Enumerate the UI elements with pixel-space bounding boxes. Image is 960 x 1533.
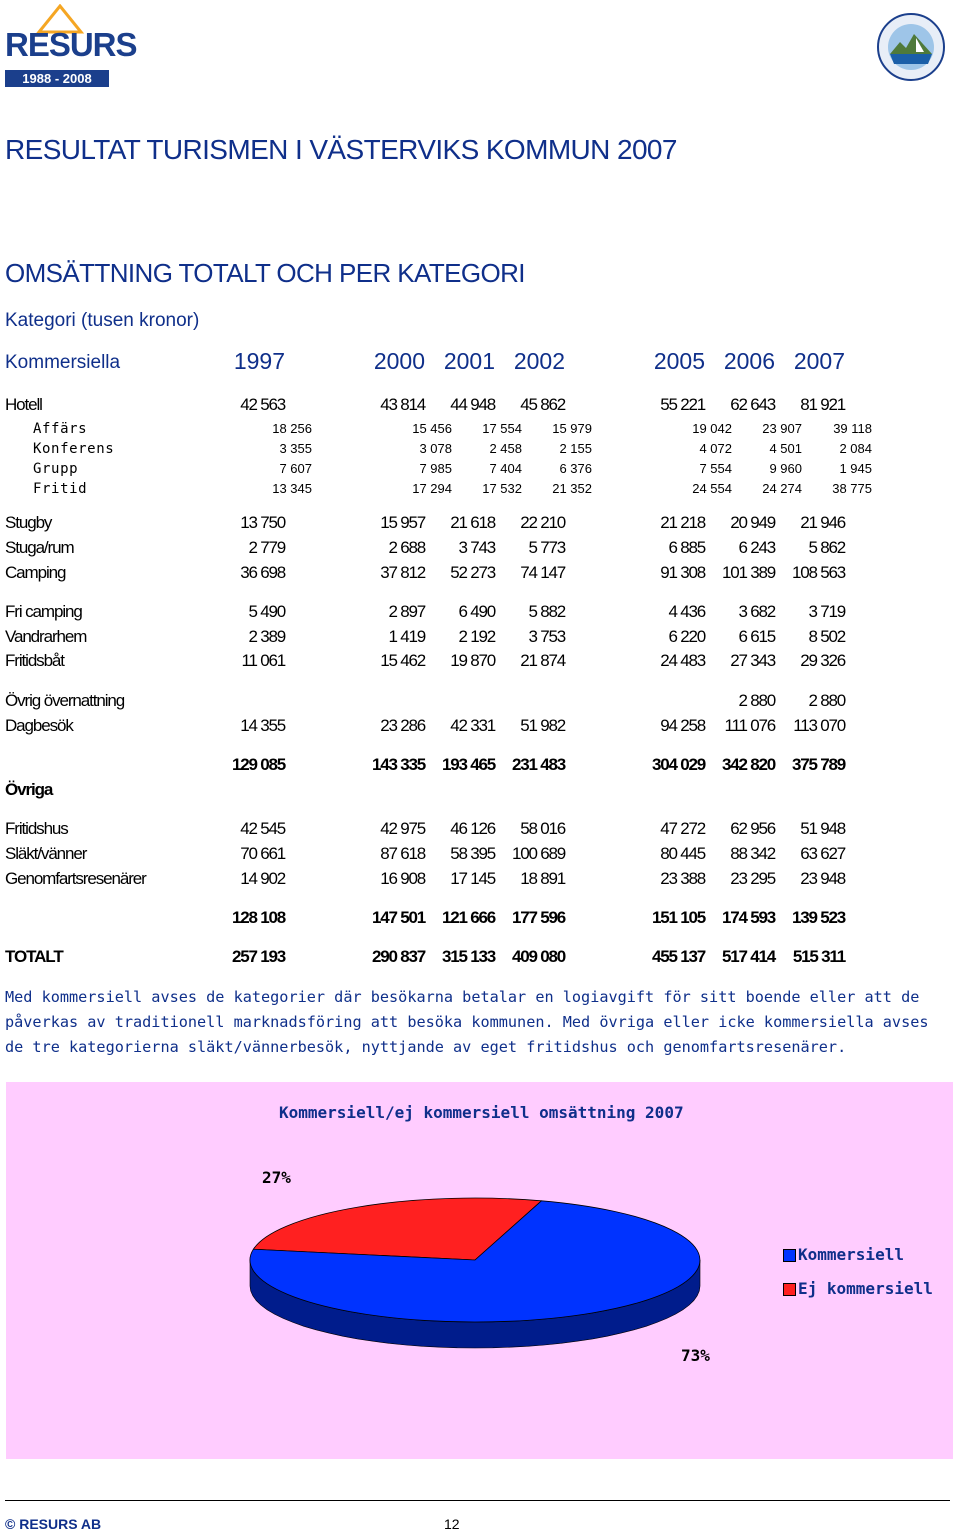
cell-2000: 290 837 bbox=[371, 947, 425, 966]
table-row bbox=[0, 459, 960, 481]
cell-2000: 42 975 bbox=[380, 819, 425, 838]
cell-1997: 5 490 bbox=[248, 602, 285, 621]
cell-2005: 304 029 bbox=[651, 755, 705, 774]
tourist-office-seal-icon bbox=[876, 12, 946, 82]
table-row bbox=[0, 691, 960, 713]
row-label: Affärs bbox=[33, 421, 88, 437]
cell-2006: 62 956 bbox=[730, 819, 775, 838]
table-row bbox=[0, 602, 960, 624]
cell-2007: 81 921 bbox=[800, 395, 845, 414]
cell-2006: 23 907 bbox=[762, 421, 802, 436]
cell-2005: 6 220 bbox=[668, 627, 705, 646]
cell-2001: 21 618 bbox=[450, 513, 495, 532]
cell-2005: 23 388 bbox=[660, 869, 705, 888]
row-label: Fri camping bbox=[5, 602, 82, 621]
cell-2006: 101 389 bbox=[721, 563, 775, 582]
table-row bbox=[0, 869, 960, 891]
cell-2007: 3 719 bbox=[808, 602, 845, 621]
cell-1997: 257 193 bbox=[231, 947, 285, 966]
table-row bbox=[0, 627, 960, 649]
cell-1997: 128 108 bbox=[231, 908, 285, 927]
cell-2007: 8 502 bbox=[808, 627, 845, 646]
cell-2007: 39 118 bbox=[833, 421, 872, 436]
cell-1997: 70 661 bbox=[240, 844, 285, 863]
cell-2002: 6 376 bbox=[559, 461, 592, 476]
cell-2005: 4 436 bbox=[668, 602, 705, 621]
row-label: Grupp bbox=[33, 461, 79, 477]
year-header-1997: 1997 bbox=[233, 348, 285, 374]
cell-2002: 100 689 bbox=[511, 844, 565, 863]
logo-text: RESURS bbox=[5, 26, 137, 63]
row-label: Vandrarhem bbox=[5, 627, 87, 646]
cell-2002: 21 352 bbox=[552, 481, 592, 496]
logo-years: 1988 - 2008 bbox=[5, 70, 109, 87]
year-header-2000: 2000 bbox=[373, 348, 425, 374]
cell-2005: 21 218 bbox=[660, 513, 705, 532]
pie-chart bbox=[230, 1160, 750, 1400]
cell-2001: 46 126 bbox=[450, 819, 495, 838]
table-row bbox=[0, 563, 960, 585]
cell-2000: 147 501 bbox=[371, 908, 425, 927]
cell-2005: 24 554 bbox=[692, 481, 732, 496]
table-row bbox=[0, 439, 960, 461]
cell-1997: 2 389 bbox=[248, 627, 285, 646]
footer-copyright: © RESURS AB bbox=[5, 1516, 102, 1532]
row-label: Genomfartsresenärer bbox=[5, 869, 146, 888]
cell-2000: 1 419 bbox=[388, 627, 425, 646]
table-row bbox=[0, 716, 960, 738]
cell-2007: 23 948 bbox=[800, 869, 845, 888]
table-row bbox=[0, 479, 960, 501]
cell-2000: 15 957 bbox=[380, 513, 425, 532]
year-header-2007: 2007 bbox=[793, 348, 845, 374]
row-label: Fritidsbåt bbox=[5, 651, 64, 670]
cell-1997: 42 545 bbox=[240, 819, 285, 838]
table-row bbox=[0, 395, 960, 417]
cell-2000: 143 335 bbox=[371, 755, 425, 774]
cell-2001: 58 395 bbox=[450, 844, 495, 863]
cell-1997: 2 779 bbox=[248, 538, 285, 557]
cell-2000: 17 294 bbox=[412, 481, 452, 496]
cell-2006: 517 414 bbox=[721, 947, 775, 966]
table-row bbox=[0, 513, 960, 535]
cell-2006: 6 243 bbox=[738, 538, 775, 557]
cell-2005: 47 272 bbox=[660, 819, 705, 838]
pie-label-kommersiell: 73% bbox=[681, 1346, 710, 1365]
resurs-logo bbox=[5, 4, 137, 86]
cell-2006: 23 295 bbox=[730, 869, 775, 888]
cell-2006: 111 076 bbox=[724, 716, 775, 735]
cell-2001: 17 145 bbox=[450, 869, 495, 888]
year-header-2006: 2006 bbox=[723, 348, 775, 374]
cell-2006: 3 682 bbox=[738, 602, 775, 621]
cell-2006: 174 593 bbox=[721, 908, 775, 927]
cell-2002: 51 982 bbox=[520, 716, 565, 735]
cell-2000: 15 456 bbox=[412, 421, 452, 436]
cell-2002: 74 147 bbox=[520, 563, 565, 582]
row-label: Fritidshus bbox=[5, 819, 68, 838]
cell-2007: 38 775 bbox=[832, 481, 872, 496]
section-title: OMSÄTTNING TOTALT OCH PER KATEGORI bbox=[5, 258, 525, 288]
cell-2007: 108 563 bbox=[791, 563, 845, 582]
cell-1997: 42 563 bbox=[240, 395, 285, 414]
cell-2005: 91 308 bbox=[660, 563, 705, 582]
cell-1997: 14 355 bbox=[240, 716, 285, 735]
year-header-2005: 2005 bbox=[653, 348, 705, 374]
cell-2001: 121 666 bbox=[441, 908, 495, 927]
cell-2000: 2 688 bbox=[388, 538, 425, 557]
cell-2005: 55 221 bbox=[660, 395, 705, 414]
footer-divider bbox=[5, 1500, 950, 1501]
cell-1997: 13 750 bbox=[240, 513, 285, 532]
cell-1997: 18 256 bbox=[272, 421, 312, 436]
cell-2006: 342 820 bbox=[721, 755, 775, 774]
cell-2006: 27 343 bbox=[730, 651, 775, 670]
cell-2006: 62 643 bbox=[730, 395, 775, 414]
cell-2001: 2 458 bbox=[489, 441, 522, 456]
cell-2005: 24 483 bbox=[660, 651, 705, 670]
legend-label-ej-kommersiell: Ej kommersiell bbox=[798, 1279, 933, 1298]
cell-2002: 18 891 bbox=[520, 869, 565, 888]
cell-2007: 139 523 bbox=[791, 908, 845, 927]
cell-2000: 2 897 bbox=[388, 602, 425, 621]
row-label: Stugby bbox=[5, 513, 52, 532]
cell-2006: 9 960 bbox=[769, 461, 802, 476]
cell-2000: 87 618 bbox=[380, 844, 425, 863]
cell-2000: 15 462 bbox=[380, 651, 425, 670]
cell-2002: 45 862 bbox=[520, 395, 565, 414]
cell-2005: 455 137 bbox=[651, 947, 705, 966]
cell-2001: 44 948 bbox=[450, 395, 495, 414]
legend-swatch-kommersiell bbox=[783, 1249, 796, 1262]
cell-2007: 21 946 bbox=[800, 513, 845, 532]
cell-2005: 4 072 bbox=[699, 441, 732, 456]
year-header-2001: 2001 bbox=[443, 348, 495, 374]
cell-1997: 14 902 bbox=[240, 869, 285, 888]
cell-1997: 3 355 bbox=[279, 441, 312, 456]
row-label: Fritid bbox=[33, 481, 88, 497]
cell-2002: 3 753 bbox=[528, 627, 565, 646]
cell-2002: 21 874 bbox=[520, 651, 565, 670]
cell-2002: 2 155 bbox=[559, 441, 592, 456]
cell-2007: 375 789 bbox=[791, 755, 845, 774]
row-label: Släkt/vänner bbox=[5, 844, 87, 863]
cell-2000: 43 814 bbox=[380, 395, 425, 414]
row-label: Camping bbox=[5, 563, 66, 582]
row-label: Dagbesök bbox=[5, 716, 73, 735]
cell-2005: 94 258 bbox=[660, 716, 705, 735]
cell-2006: 4 501 bbox=[769, 441, 802, 456]
cell-2001: 193 465 bbox=[441, 755, 495, 774]
cell-2007: 2 880 bbox=[808, 691, 845, 710]
cell-2002: 177 596 bbox=[511, 908, 565, 927]
cell-2001: 17 554 bbox=[482, 421, 522, 436]
row-label: Övriga bbox=[5, 780, 53, 799]
row-label: Stuga/rum bbox=[5, 538, 74, 557]
cell-2002: 231 483 bbox=[511, 755, 565, 774]
cell-2002: 5 773 bbox=[528, 538, 565, 557]
cell-2007: 63 627 bbox=[800, 844, 845, 863]
table-row bbox=[0, 780, 960, 802]
page-number: 12 bbox=[444, 1516, 460, 1532]
cell-2005: 19 042 bbox=[692, 421, 732, 436]
table-row bbox=[0, 947, 960, 969]
legend-swatch-ej-kommersiell bbox=[783, 1283, 796, 1296]
table-row bbox=[0, 538, 960, 560]
cell-2007: 2 084 bbox=[839, 441, 872, 456]
cell-2000: 37 812 bbox=[380, 563, 425, 582]
cell-2007: 515 311 bbox=[792, 947, 845, 966]
table-row bbox=[0, 844, 960, 866]
cell-2002: 409 080 bbox=[511, 947, 565, 966]
cell-2005: 7 554 bbox=[699, 461, 732, 476]
legend-label-kommersiell: Kommersiell bbox=[798, 1245, 904, 1264]
cell-2006: 24 274 bbox=[762, 481, 802, 496]
table-row bbox=[0, 819, 960, 841]
cell-1997: 11 061 bbox=[241, 651, 285, 670]
page-title: RESULTAT TURISMEN I VÄSTERVIKS KOMMUN 2007 bbox=[5, 134, 677, 165]
cell-2005: 151 105 bbox=[651, 908, 705, 927]
cell-1997: 7 607 bbox=[279, 461, 312, 476]
cell-2000: 3 078 bbox=[419, 441, 452, 456]
cell-2001: 2 192 bbox=[458, 627, 495, 646]
table-row bbox=[0, 755, 960, 777]
cell-1997: 129 085 bbox=[231, 755, 285, 774]
table-row bbox=[0, 908, 960, 930]
chart-title: Kommersiell/ej kommersiell omsättning 2007 bbox=[279, 1103, 684, 1122]
cell-2006: 2 880 bbox=[738, 691, 775, 710]
explanation-paragraph: Med kommersiell avses de kategorier där besökarna betalar en logiavgift för sitt boende eller att de påverkas av traditionell marknadsföring att besöka kommunen. Med övriga eller icke kommersiella avses de tre kategorierna släkt/vännerbesök, nyttjande av eget fritidshus och genomfartsresenärer. bbox=[5, 988, 929, 1056]
row-label: Konferens bbox=[33, 441, 115, 457]
cell-2006: 6 615 bbox=[738, 627, 775, 646]
cell-2001: 17 532 bbox=[482, 481, 522, 496]
cell-2007: 29 326 bbox=[800, 651, 845, 670]
cell-2002: 22 210 bbox=[520, 513, 565, 532]
row-label: Hotell bbox=[5, 395, 42, 414]
row-label: Övrig övernattning bbox=[5, 691, 125, 710]
cell-2001: 7 404 bbox=[489, 461, 522, 476]
cell-2001: 52 273 bbox=[450, 563, 495, 582]
cell-2000: 7 985 bbox=[419, 461, 452, 476]
vastervik-badge bbox=[876, 12, 946, 82]
cell-2000: 23 286 bbox=[380, 716, 425, 735]
cell-2007: 51 948 bbox=[800, 819, 845, 838]
cell-2007: 1 945 bbox=[839, 461, 872, 476]
cell-1997: 13 345 bbox=[272, 481, 312, 496]
year-header-2002: 2002 bbox=[513, 348, 565, 374]
cell-2002: 58 016 bbox=[520, 819, 565, 838]
cell-2005: 80 445 bbox=[660, 844, 705, 863]
category-note: Kategori (tusen kronor) bbox=[5, 310, 200, 331]
cell-2001: 6 490 bbox=[458, 602, 495, 621]
table-row bbox=[0, 651, 960, 673]
cell-2001: 19 870 bbox=[450, 651, 495, 670]
group-label-kommersiella: Kommersiella bbox=[5, 352, 121, 373]
cell-1997: 36 698 bbox=[240, 563, 285, 582]
cell-2006: 20 949 bbox=[730, 513, 775, 532]
cell-2001: 3 743 bbox=[458, 538, 495, 557]
cell-2007: 5 862 bbox=[808, 538, 845, 557]
cell-2002: 15 979 bbox=[552, 421, 592, 436]
cell-2002: 5 882 bbox=[528, 602, 565, 621]
cell-2001: 42 331 bbox=[450, 716, 495, 735]
cell-2000: 16 908 bbox=[380, 869, 425, 888]
cell-2007: 113 070 bbox=[793, 716, 845, 735]
row-label: TOTALT bbox=[5, 947, 63, 966]
table-row bbox=[0, 419, 960, 441]
pie-label-ej-kommersiell: 27% bbox=[262, 1168, 291, 1187]
cell-2001: 315 133 bbox=[441, 947, 495, 966]
cell-2006: 88 342 bbox=[730, 844, 775, 863]
cell-2005: 6 885 bbox=[668, 538, 705, 557]
